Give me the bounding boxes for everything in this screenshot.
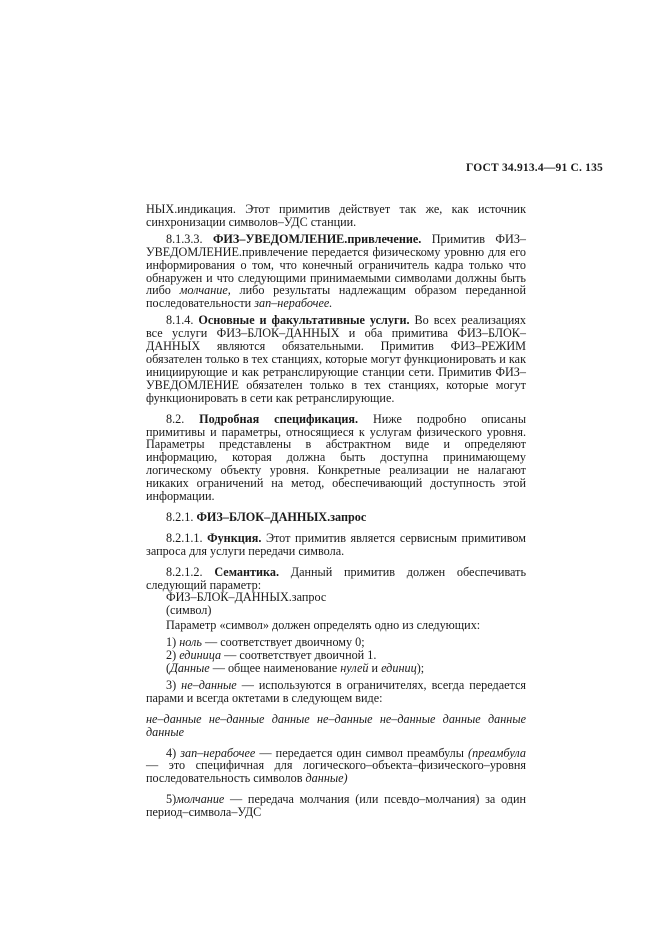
symbol-sequence: не–данные не–данные данные не–данные не–данные данные данные данные <box>146 711 526 739</box>
section-title: Семантика. <box>214 564 280 579</box>
body-text <box>146 203 526 823</box>
paragraph-8-1-4: 8.1.4. Основные и факультативные услуги. Во всех реализациях все услуги ФИЗ–БЛОК–ДАННЫХ и оба примитива ФИЗ–БЛОК–ДАННЫХ являются обязательными. Примитив ФИЗ–РЕЖИМ обязателен только в тех станциях, которые могут функционировать и как инициирующие и как ретранслирующие станции сети. Примитив ФИЗ–УВЕДОМЛЕНИЕ обязателен только в тех станциях, которые могут функционировать в сети как ретранслирующие. <box>146 313 526 405</box>
section-title: ФИЗ–БЛОК–ДАННЫХ.запрос <box>196 509 367 524</box>
primitive-signature: ФИЗ–БЛОК–ДАННЫХ.запрос (символ) <box>166 590 327 618</box>
list-item: 4) зап–нерабочее — передается один символ преамбулы (преамбула — это специфичная для логического–объекта–физического–уровня последовательность символов данные) <box>146 745 526 786</box>
paragraph-8-2-1-2: 8.2.1.2. Семантика. Данный примитив должен обеспечивать следующий параметр: <box>146 564 527 592</box>
paragraph-8-2-1-1: 8.2.1.1. Функция. Этот примитив является сервисным примитивом запроса для услуги передачи символа. <box>146 530 526 558</box>
list-note: (Данные — общее наименование нулей и единиц); <box>166 661 425 675</box>
paragraph: Параметр «символ» должен определять одно из следующих: <box>166 618 481 633</box>
section-title: Подробная спецификация. <box>199 411 359 426</box>
list-item: 1) ноль — соответствует двоичному 0; <box>166 635 365 650</box>
list-item: 5)молчание — передача молчания (или псевдо–молчания) за один период–символа–УДС <box>146 792 526 820</box>
paragraph-8-2: 8.2. Подробная спецификация. Ниже подробно описаны примитивы и параметры, относящиеся к услугам физического уровня. Параметры представлены в абстрактном виде и определяют информацию, которая должна быть доступна принимающему логическому объекту уровня. Конкретные реализации не налагают никаких ограничений на метод, обеспечивающий доступность этой информации. <box>146 411 527 504</box>
list-item: 2) единица — соответствует двоичной 1. <box>166 648 377 663</box>
section-title: Функция. <box>207 530 262 545</box>
running-header: ГОСТ 34.913.4—91 С. 135 <box>466 162 603 174</box>
paragraph: НЫХ.индикация. Этот примитив действует так же, как источник синхронизации символов–УДС станции. <box>146 202 526 229</box>
list-item: 3) не–данные — используются в ограничителях, всегда передается парами и всегда октетами в следующем виде: <box>146 677 527 705</box>
paragraph-8-1-3-3: 8.1.3.3. ФИЗ–УВЕДОМЛЕНИЕ.привлечение. Примитив ФИЗ–УВЕДОМЛЕНИЕ.привлечение передается физическому уровню для его информирования о том, что конечный ограничитель кадра только что обнаружен и что следующими принимаемыми символами должны быть либо молчание, либо результаты надлежащим образом переданной последовательности зап–нерабочее. <box>146 231 527 311</box>
paragraph-8-2-1: 8.2.1. ФИЗ–БЛОК–ДАННЫХ.запрос <box>166 509 367 524</box>
section-title: Основные и факультативные услуги. <box>198 313 410 328</box>
section-title: ФИЗ–УВЕДОМЛЕНИЕ.привлечение. <box>212 231 422 246</box>
